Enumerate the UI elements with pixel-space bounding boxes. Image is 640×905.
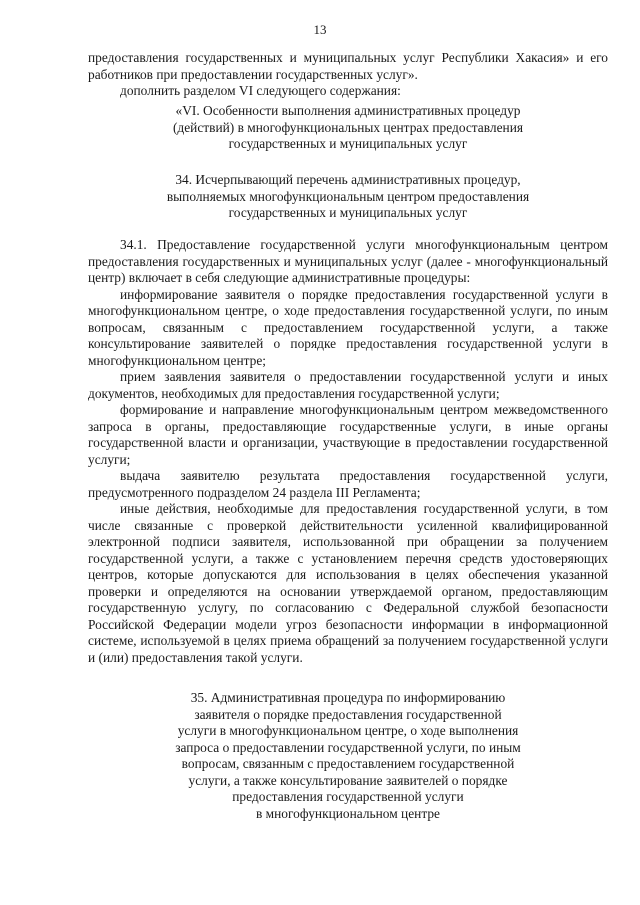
procedure-item: иные действия, необходимые для предоставления государственной услуги, в том числе связанные с проверкой действительности усиленной квалифицированной электронной подписи заявителя, использованной при обращении за получением государственной услуги, а также с установлением перечня средств удостоверяющих центров, которые допускаются для использования в целях обеспечения указанной проверки и определяются на основании утверждаемой органом, предоставляющим государственную услугу, по согласованию с Федеральной службой безопасности Российской Федерации модели угроз безопасности информации в информационной системе, используемой в целях приема обращений за получением государственной услуги и (или) предоставления такой услуги. [88,501,608,665]
section-35-title-line: услуги, а также консультирование заявителей о порядке [188,772,508,788]
section-34-title-line: государственных и муниципальных услуг [228,205,468,220]
section-35-title-line: вопросам, связанным с предоставлением государственной [181,756,515,771]
paragraph-34-1: 34.1. Предоставление государственной услуги многофункциональным центром предоставления государственных и муниципальных услуг (далее - многофункциональный центр) включает в себя следующие административные процедуры: [88,237,608,285]
section-35-heading [88,690,608,822]
section-34-title-line: выполняемых многофункциональным центром предоставления [166,188,530,204]
procedure-item: прием заявления заявителя о предоставлении государственной услуги и иных документов, необходимых для предоставления государственной услуги; [88,369,608,401]
section-6-title-line: «VI. Особенности выполнения административных процедур [175,103,521,118]
section-34-title-line: 34. Исчерпывающий перечень административных процедур, [175,172,521,187]
procedure-item: выдача заявителю результата предоставления государственной услуги, предусмотренного подразделом 24 раздела III Регламента; [88,468,608,500]
page-number: 13 [313,22,327,37]
section-35-title-line: предоставления государственной услуги [232,789,464,804]
intro-block [88,50,608,100]
intro-paragraph: предоставления государственных и муниципальных услуг Республики Хакасия» и его работников при предоставлении государственных услуг». [88,50,608,82]
section-34-body [88,237,608,666]
section-35-title-line: услуги в многофункциональном центре, о ходе выполнения [177,723,519,738]
procedure-item: формирование и направление многофункциональным центром межведомственного запроса в органы, предоставляющие государственные услуги, в иные органы государственной власти и организации, участвующие в предоставлении государственной услуги; [88,402,608,467]
procedure-item: информирование заявителя о порядке предоставления государственной услуги в многофункциональном центре, о ходе предоставления государственной услуги, по иным вопросам, связанным с предоставлением государственной услуги, а также консультирование заявителей о порядке предоставления государственной услуги в многофункциональном центре; [88,286,608,368]
section-35-title-line: 35. Административная процедура по информированию [190,690,506,705]
section-6-title-line: государственных и муниципальных услуг [228,136,468,151]
intro-instruction: дополнить разделом VI следующего содержания: [120,83,401,98]
section-35-title-line: запроса о предоставлении государственной услуги, по иным [175,739,521,755]
section-34-heading [88,172,608,222]
section-35-title-line: в многофункциональном центре [256,805,440,821]
section-6-title-line: (действий) в многофункциональных центрах предоставления [172,119,524,135]
section-6-heading [88,103,608,153]
section-35-title-line: заявителя о порядке предоставления государственной [194,706,502,722]
